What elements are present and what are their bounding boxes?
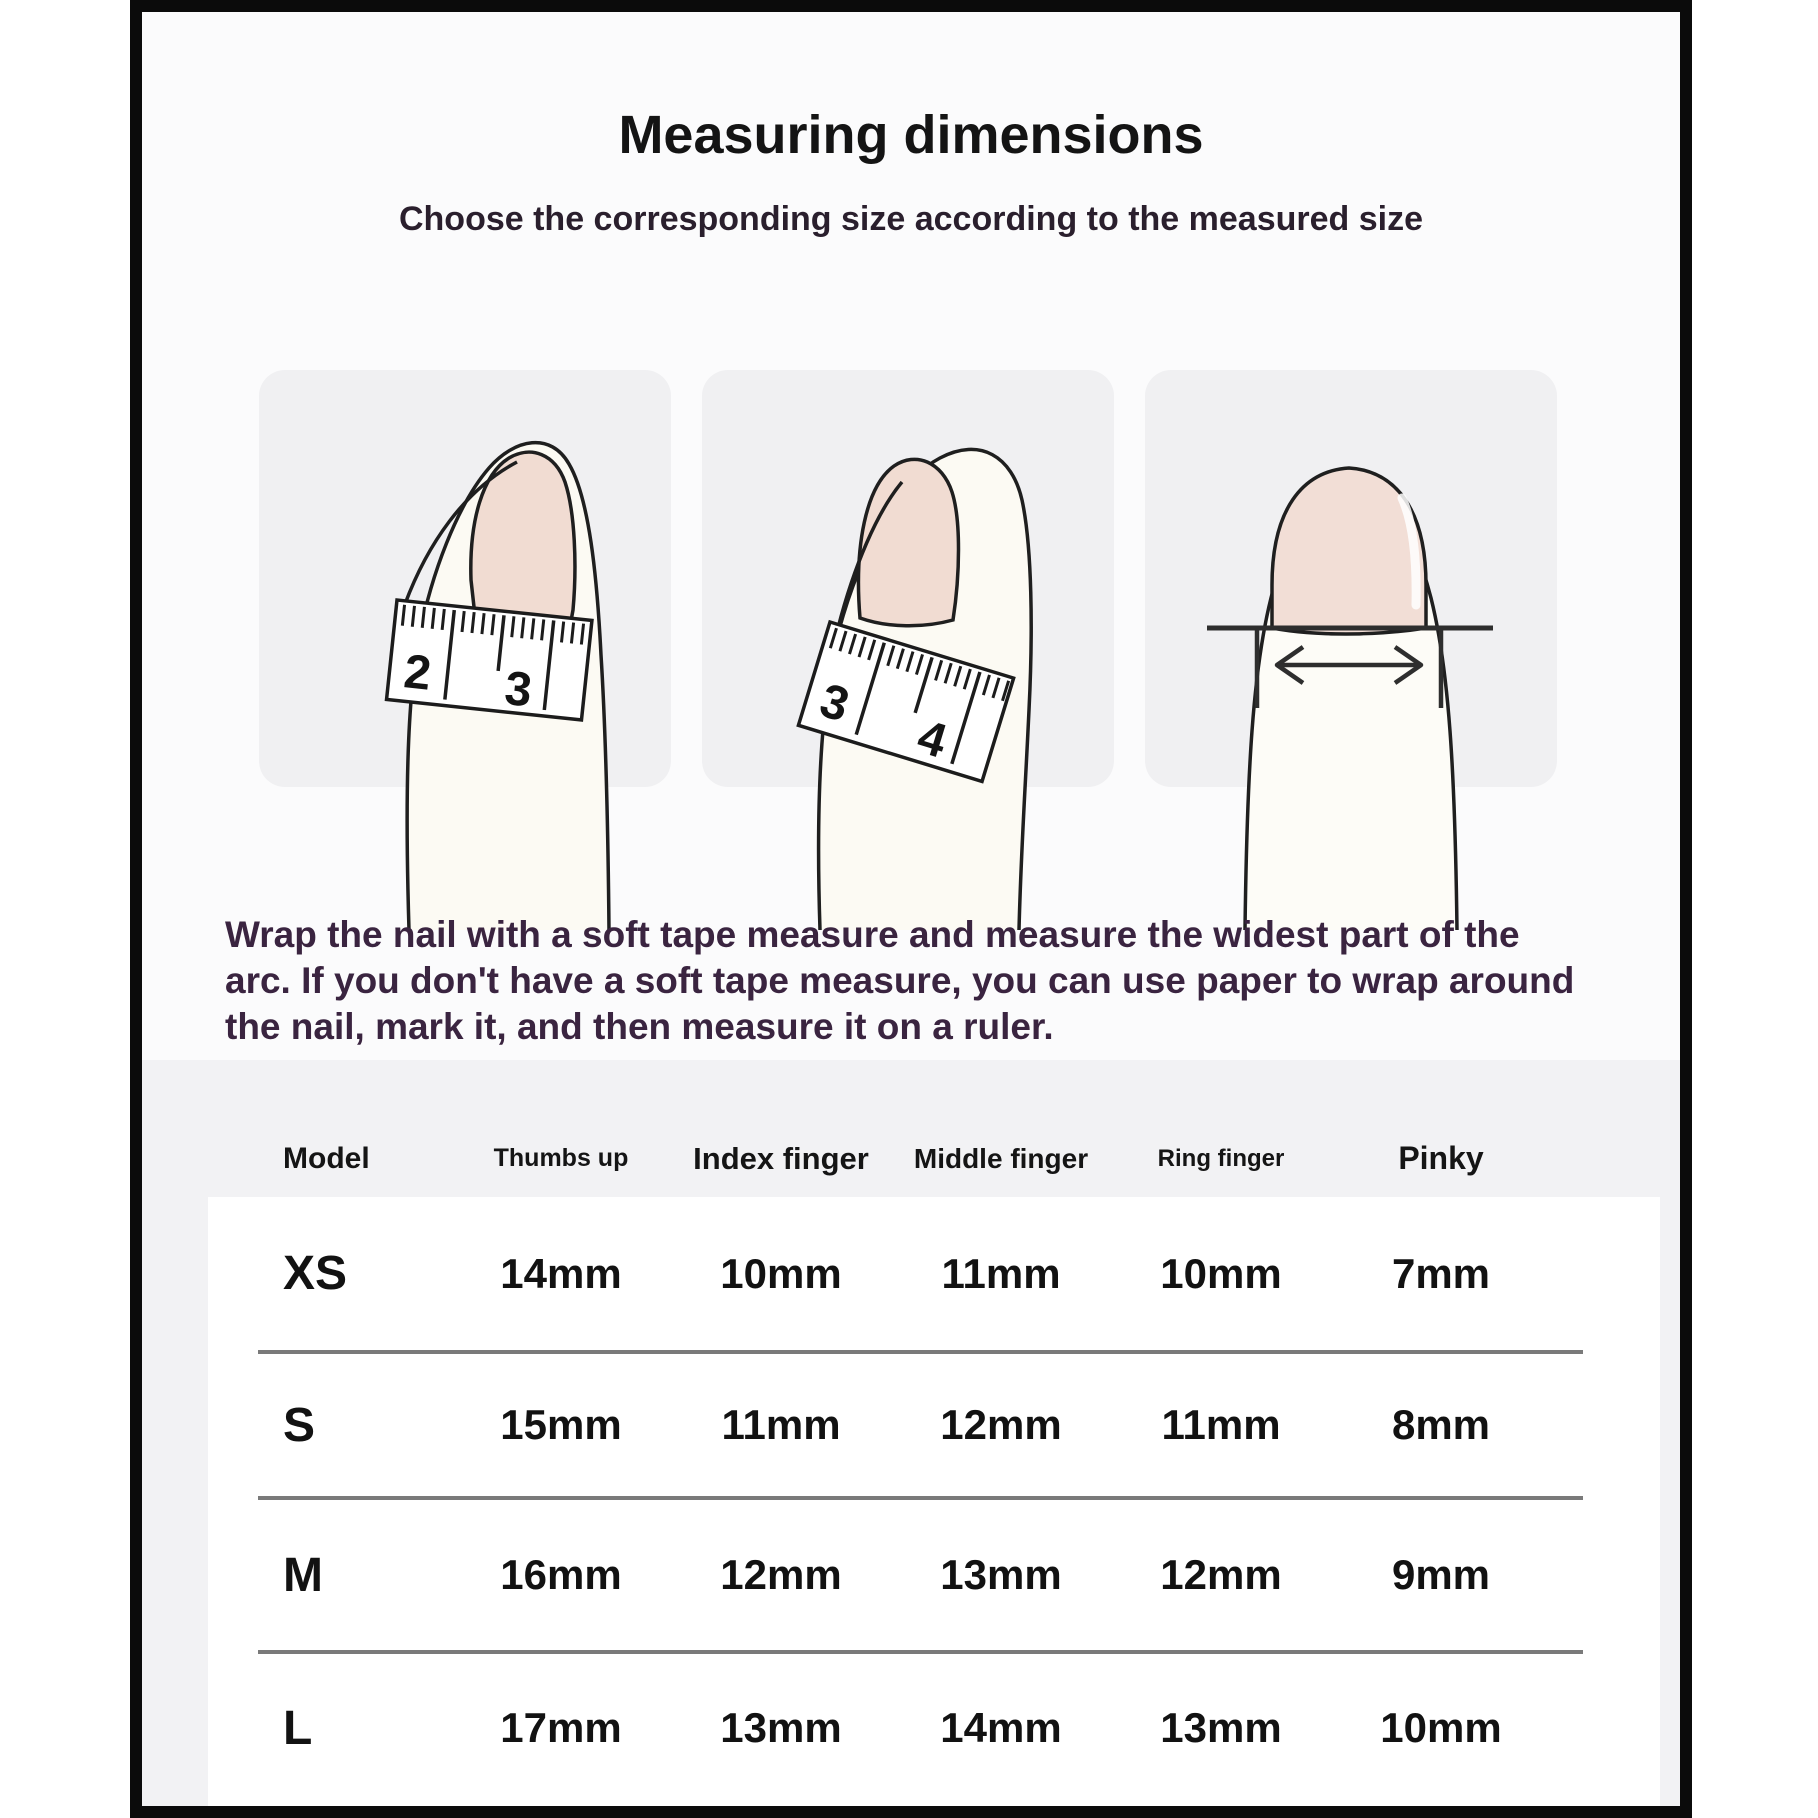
size-value: 7mm [1391,1249,1491,1297]
column-header-pinky: Pinky [1398,1140,1484,1176]
tape-number: 3 [813,674,855,733]
size-value: 13mm [720,1704,842,1751]
size-value: 13mm [940,1551,1062,1598]
table-row-l [258,1654,1583,1802]
nail-width-drawing [1145,370,1557,900]
size-value: 9mm [1391,1551,1491,1598]
finger-tape-drawing-1 [259,370,671,900]
nail-width-illustration [1145,370,1557,900]
size-value: 14mm [500,1249,622,1297]
size-value: 12mm [720,1551,842,1598]
column-header-index: Index finger [693,1140,869,1176]
nail-shape [1272,468,1426,634]
finger-tape-illustration-2 [702,370,1114,900]
finger-tape-illustration-1 [259,370,671,900]
nail-shape [858,459,958,625]
instructions-line: Wrap the nail with a soft tape measure and measure the widest part of the [225,914,1520,955]
size-label: XS [283,1247,348,1300]
size-value: 16mm [500,1551,622,1598]
size-value: 11mm [1161,1401,1281,1448]
finger-tape-drawing-2 [702,370,1114,900]
size-value: 13mm [1160,1704,1282,1751]
tape-number: 3 [502,661,535,718]
size-label: L [283,1701,313,1755]
size-label: M [283,1548,323,1602]
size-value: 10mm [1380,1704,1502,1751]
tape-number: 2 [401,645,434,701]
size-value: 8mm [1391,1401,1491,1448]
table-row-m [258,1500,1583,1650]
column-header-thumb: Thumbs up [493,1144,629,1172]
size-table-body [258,1197,1583,1802]
size-value: 15mm [500,1401,622,1448]
size-value: 14mm [940,1704,1062,1751]
size-table-header [258,1120,1583,1197]
size-value: 12mm [1160,1551,1282,1598]
size-value: 12mm [940,1401,1062,1448]
instructions-line: the nail, mark it, and then measure it on a ruler. [225,1006,1054,1047]
page-title: Measuring dimensions [618,105,1204,165]
size-value: 10mm [1160,1249,1282,1297]
table-row-xs [258,1197,1583,1350]
column-header-ring: Ring finger [1157,1144,1285,1172]
size-value: 11mm [941,1249,1061,1297]
table-row-s [258,1354,1583,1496]
size-value: 11mm [721,1401,841,1448]
size-label: S [283,1398,316,1452]
instructions-line: arc. If you don't have a soft tape measure, you can use paper to wrap around [225,960,1575,1001]
column-header-middle: Middle finger [913,1142,1089,1174]
size-value: 10mm [720,1249,842,1297]
column-header-model: Model [283,1141,370,1175]
page-subtitle: Choose the corresponding size according to the measured size [398,200,1423,238]
tape-number: 4 [911,710,953,769]
measuring-instructions [225,912,1625,1050]
size-value: 17mm [500,1704,622,1751]
